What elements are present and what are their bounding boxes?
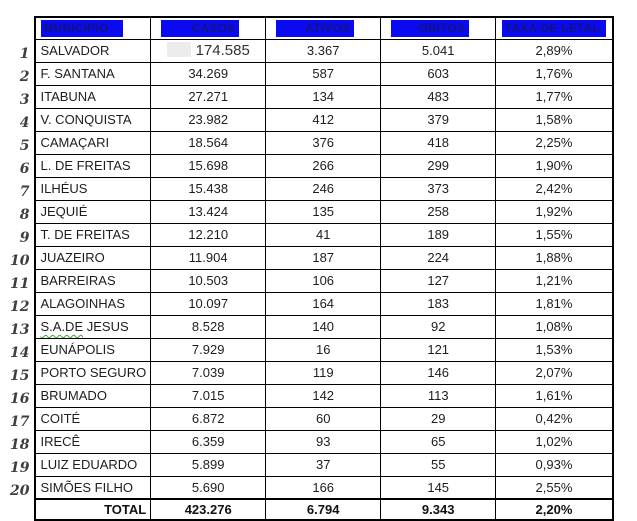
table-row [10, 177, 613, 200]
cell-casos[interactable]: 5.690 [151, 476, 266, 499]
header-cell-municipio[interactable] [35, 17, 150, 39]
cell-obitos[interactable]: 183 [381, 292, 496, 315]
municipality-table [10, 16, 614, 521]
cell-ativos[interactable]: 140 [266, 315, 381, 338]
total-casos[interactable]: 423.276 [151, 499, 266, 520]
row-rank: 7 [10, 177, 35, 200]
cell-obitos[interactable]: 121 [381, 338, 496, 361]
row-rank: 16 [10, 384, 35, 407]
header-casos-highlight: CASOS [161, 20, 239, 37]
cell-casos[interactable]: 13.424 [151, 200, 266, 223]
row-rank: 10 [10, 246, 35, 269]
cell-municipality[interactable]: ILHÉUS [35, 177, 150, 200]
cell-casos[interactable]: 10.097 [151, 292, 266, 315]
cell-municipality[interactable]: COITÉ [35, 407, 150, 430]
rank-header-spacer [10, 17, 35, 39]
cell-taxa[interactable]: 2,42% [496, 177, 613, 200]
cell-taxa[interactable]: 1,58% [496, 108, 613, 131]
header-cell-obitos[interactable] [381, 17, 496, 39]
table-row [10, 384, 613, 407]
row-rank: 2 [10, 62, 35, 85]
cell-municipality[interactable]: F. SANTANA [35, 62, 150, 85]
header-municipio-highlight: MUNICÍPIO [41, 20, 122, 37]
table-row [10, 407, 613, 430]
table-row [10, 85, 613, 108]
cell-ativos[interactable]: 376 [266, 131, 381, 154]
cell-taxa[interactable]: 1,61% [496, 384, 613, 407]
total-ativos[interactable]: 6.794 [266, 499, 381, 520]
cell-casos[interactable]: 23.982 [151, 108, 266, 131]
total-label[interactable]: TOTAL [35, 499, 150, 520]
row-rank: 19 [10, 453, 35, 476]
cell-casos[interactable]: 7.039 [151, 361, 266, 384]
cell-municipality[interactable]: JUAZEIRO [35, 246, 150, 269]
row-rank: 3 [10, 85, 35, 108]
table-body [10, 39, 613, 499]
cell-casos[interactable]: 7.929 [151, 338, 266, 361]
cell-ativos[interactable]: 246 [266, 177, 381, 200]
cell-ativos[interactable]: 166 [266, 476, 381, 499]
cell-casos[interactable]: 8.528 [151, 315, 266, 338]
table-row [10, 269, 613, 292]
cell-taxa[interactable]: 1,21% [496, 269, 613, 292]
header-obitos-highlight: ÓBITOS [391, 20, 469, 37]
cell-ativos[interactable]: 37 [266, 453, 381, 476]
cell-municipality[interactable]: BARREIRAS [35, 269, 150, 292]
cell-municipality[interactable]: PORTO SEGURO [35, 361, 150, 384]
row-rank: 15 [10, 361, 35, 384]
cell-ativos[interactable]: 3.367 [266, 39, 381, 62]
row-rank: 8 [10, 200, 35, 223]
row-rank: 17 [10, 407, 35, 430]
table-row [10, 154, 613, 177]
cell-municipality[interactable]: V. CONQUISTA [35, 108, 150, 131]
cell-obitos[interactable]: 65 [381, 430, 496, 453]
cell-municipality[interactable]: JEQUIÉ [35, 200, 150, 223]
cell-obitos[interactable]: 113 [381, 384, 496, 407]
table-row [10, 430, 613, 453]
cell-casos[interactable]: 5.899 [151, 453, 266, 476]
cell-ativos[interactable]: 119 [266, 361, 381, 384]
cell-ativos[interactable]: 142 [266, 384, 381, 407]
table-row [10, 292, 613, 315]
cell-taxa[interactable]: 1,76% [496, 62, 613, 85]
cell-ativos[interactable]: 135 [266, 200, 381, 223]
row-rank: 11 [10, 269, 35, 292]
cell-obitos[interactable]: 258 [381, 200, 496, 223]
header-row [10, 17, 613, 39]
cell-ativos[interactable]: 16 [266, 338, 381, 361]
cell-taxa[interactable]: 1,92% [496, 200, 613, 223]
cell-obitos[interactable]: 379 [381, 108, 496, 131]
total-obitos[interactable]: 9.343 [381, 499, 496, 520]
cell-obitos[interactable]: 5.041 [381, 39, 496, 62]
cell-ativos[interactable]: 93 [266, 430, 381, 453]
row-rank: 20 [10, 476, 35, 499]
table-row [10, 200, 613, 223]
cell-ativos[interactable]: 266 [266, 154, 381, 177]
table-row [10, 131, 613, 154]
cell-obitos[interactable]: 603 [381, 62, 496, 85]
cell-casos[interactable]: 18.564 [151, 131, 266, 154]
cell-municipality[interactable]: L. DE FREITAS [35, 154, 150, 177]
cell-obitos[interactable]: 483 [381, 85, 496, 108]
cell-municipality[interactable]: SALVADOR [35, 39, 150, 62]
header-cell-casos[interactable] [151, 17, 266, 39]
cell-taxa[interactable]: 0,42% [496, 407, 613, 430]
header-cell-ativos[interactable] [266, 17, 381, 39]
cell-municipality[interactable]: T. DE FREITAS [35, 223, 150, 246]
row-rank: 5 [10, 131, 35, 154]
cell-taxa[interactable]: 1,02% [496, 430, 613, 453]
cell-casos[interactable]: 7.015 [151, 384, 266, 407]
cell-municipality[interactable]: EUNÁPOLIS [35, 338, 150, 361]
cell-taxa[interactable]: 2,89% [496, 39, 613, 62]
table-row [10, 315, 613, 338]
row-rank: 6 [10, 154, 35, 177]
cell-obitos[interactable]: 127 [381, 269, 496, 292]
cell-taxa[interactable]: 1,08% [496, 315, 613, 338]
spellcheck-squiggle-text: S.A.DE [40, 319, 84, 334]
table-row [10, 361, 613, 384]
cell-ativos[interactable]: 412 [266, 108, 381, 131]
cell-municipality[interactable]: BRUMADO [35, 384, 150, 407]
cell-casos[interactable]: 174.585 [151, 39, 266, 62]
header-ativos-highlight: ATIVOS [276, 20, 354, 37]
cell-municipality[interactable]: ITABUNA [35, 85, 150, 108]
cell-casos[interactable]: 15.698 [151, 154, 266, 177]
cell-obitos[interactable]: 145 [381, 476, 496, 499]
cell-taxa[interactable]: 1,77% [496, 85, 613, 108]
cell-taxa[interactable]: 1,81% [496, 292, 613, 315]
cell-ativos[interactable]: 106 [266, 269, 381, 292]
table-row [10, 108, 613, 131]
cell-obitos[interactable]: 224 [381, 246, 496, 269]
rank-footer-spacer [10, 499, 35, 520]
cell-municipality[interactable]: CAMAÇARI [35, 131, 150, 154]
cell-ativos[interactable]: 187 [266, 246, 381, 269]
cell-taxa[interactable]: 1,53% [496, 338, 613, 361]
cell-taxa[interactable]: 1,90% [496, 154, 613, 177]
cell-taxa[interactable]: 1,88% [496, 246, 613, 269]
cell-casos[interactable]: 34.269 [151, 62, 266, 85]
cell-obitos[interactable]: 55 [381, 453, 496, 476]
table-row [10, 246, 613, 269]
cell-casos[interactable]: 15.438 [151, 177, 266, 200]
cell-casos[interactable]: 12.210 [151, 223, 266, 246]
total-taxa[interactable]: 2,20% [496, 499, 613, 520]
table-row [10, 338, 613, 361]
cell-municipality[interactable]: SIMÕES FILHO [35, 476, 150, 499]
cell-casos[interactable]: 11.904 [151, 246, 266, 269]
cell-obitos[interactable]: 299 [381, 154, 496, 177]
table-row [10, 223, 613, 246]
row-rank: 13 [10, 315, 35, 338]
cell-obitos[interactable]: 146 [381, 361, 496, 384]
cell-ativos[interactable]: 41 [266, 223, 381, 246]
row-rank: 18 [10, 430, 35, 453]
cell-edit-marker [167, 42, 191, 57]
row-rank: 4 [10, 108, 35, 131]
cell-taxa[interactable]: 1,55% [496, 223, 613, 246]
row-rank: 14 [10, 338, 35, 361]
cell-municipality[interactable]: ALAGOINHAS [35, 292, 150, 315]
table-row [10, 62, 613, 85]
row-rank: 12 [10, 292, 35, 315]
cell-obitos[interactable]: 29 [381, 407, 496, 430]
cell-obitos[interactable]: 373 [381, 177, 496, 200]
total-row [10, 499, 613, 520]
cell-casos[interactable]: 27.271 [151, 85, 266, 108]
cell-taxa[interactable]: 2,25% [496, 131, 613, 154]
cell-casos[interactable]: 6.359 [151, 430, 266, 453]
row-rank: 1 [10, 39, 35, 62]
cell-casos[interactable]: 10.503 [151, 269, 266, 292]
cell-taxa[interactable]: 0,93% [496, 453, 613, 476]
cell-ativos[interactable]: 60 [266, 407, 381, 430]
row-rank: 9 [10, 223, 35, 246]
header-cell-taxa[interactable] [496, 17, 613, 39]
cell-taxa[interactable]: 2,55% [496, 476, 613, 499]
header-taxa-highlight: TAXA DE LETAL. [502, 20, 606, 37]
table-row [10, 476, 613, 499]
cell-ativos[interactable]: 164 [266, 292, 381, 315]
cell-municipality[interactable]: S.A.DE JESUS [35, 315, 150, 338]
cell-municipality[interactable]: LUIZ EDUARDO [35, 453, 150, 476]
table-row [10, 453, 613, 476]
cell-obitos[interactable]: 189 [381, 223, 496, 246]
cell-ativos[interactable]: 587 [266, 62, 381, 85]
cell-municipality[interactable]: IRECÊ [35, 430, 150, 453]
cell-casos[interactable]: 6.872 [151, 407, 266, 430]
cell-obitos[interactable]: 92 [381, 315, 496, 338]
cell-ativos[interactable]: 134 [266, 85, 381, 108]
cell-obitos[interactable]: 418 [381, 131, 496, 154]
table-row [10, 39, 613, 62]
cell-taxa[interactable]: 2,07% [496, 361, 613, 384]
